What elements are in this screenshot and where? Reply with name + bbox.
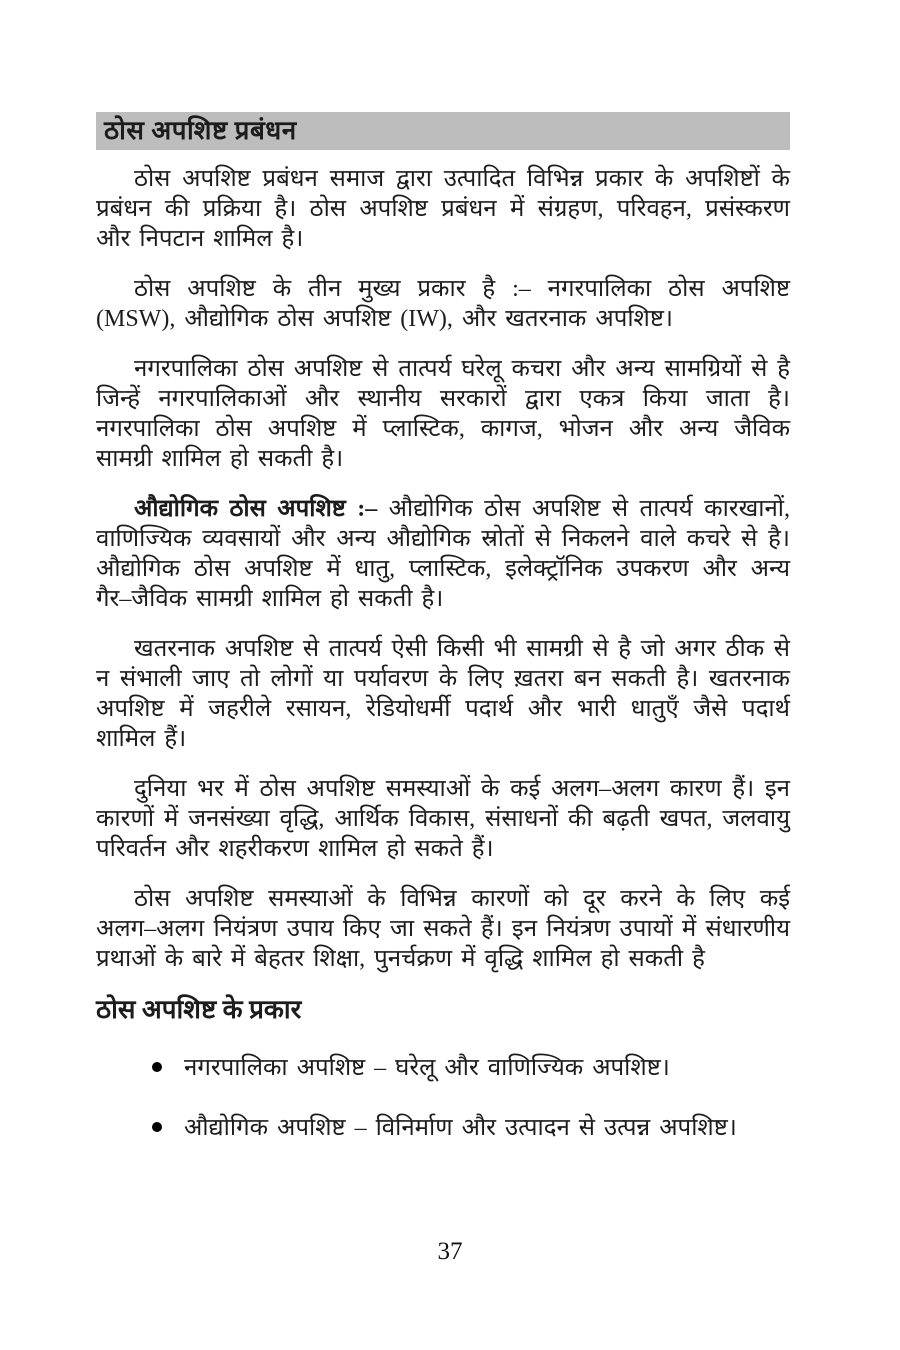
subheading-waste-types: ठोस अपशिष्ट के प्रकार xyxy=(96,995,302,1024)
paragraph-industrial xyxy=(96,494,790,614)
paragraph-control: ठोस अपशिष्ट समस्याओं के विभिन्न कारणों को दूर करने के लिए कई अलग–अलग नियंत्रण उपाय किए जा सकते हैं। इन नियंत्रण उपायों में संधारणीय प्रथाओं के बारे में बेहतर शिक्षा, पुनर्चक्रण में वृद्धि शामिल हो सकती है xyxy=(96,886,790,972)
bullet-list xyxy=(96,1052,790,1144)
paragraph-intro: ठोस अपशिष्ट प्रबंधन समाज द्वारा उत्पादित विभिन्न प्रकार के अपशिष्टों के प्रबंधन की प्रक्रिया है। ठोस अपशिष्ट प्रबंधन में संग्रहण, परिवहन, प्रसंस्करण और निपटान शामिल है। xyxy=(96,166,790,252)
list-item-text: औद्योगिक अपशिष्ट – विनिर्माण और उत्पादन से उत्पन्न अपशिष्ट। xyxy=(184,1115,737,1141)
list-item xyxy=(152,1052,790,1084)
bullet-dot-icon xyxy=(152,1062,162,1072)
list-item-text: नगरपालिका अपशिष्ट – घरेलू और वाणिज्यिक अपशिष्ट। xyxy=(184,1055,670,1081)
paragraph-types: ठोस अपशिष्ट के तीन मुख्य प्रकार है :– नगरपालिका ठोस अपशिष्ट (MSW), औद्योगिक ठोस अपशिष्ट (IW), और खतरनाक अपशिष्ट। xyxy=(96,276,790,332)
list-item xyxy=(152,1112,790,1144)
paragraph-hazardous: खतरनाक अपशिष्ट से तात्पर्य ऐसी किसी भी सामग्री से है जो अगर ठीक से न संभाली जाए तो लोगों या पर्यावरण के लिए ख़तरा बन सकती है। खतरनाक अपशिष्ट में जहरीले रसायन, रेडियोधर्मी पदार्थ और भारी धातुएँ जैसे पदार्थ शामिल हैं। xyxy=(96,636,790,752)
bullet-dot-icon xyxy=(152,1122,162,1132)
paragraph-municipal: नगरपालिका ठोस अपशिष्ट से तात्पर्य घरेलू कचरा और अन्य सामग्रियों से है जिन्हें नगरपालिकाओं और स्थानीय सरकारों द्वारा एकत्र किया जाता है। नगरपालिका ठोस अपशिष्ट में प्लास्टिक, कागज, भोजन और अन्य जैविक सामग्री शामिल हो सकती है। xyxy=(96,356,790,472)
section-heading-bar xyxy=(96,112,790,150)
paragraph-causes: दुनिया भर में ठोस अपशिष्ट समस्याओं के कई अलग–अलग कारण हैं। इन कारणों में जनसंख्या वृद्धि, आर्थिक विकास, संसाधनों की बढ़ती खपत, जलवायु परिवर्तन और शहरीकरण शामिल हो सकते हैं। xyxy=(96,776,790,862)
paragraph-bold-lead: औद्योगिक ठोस अपशिष्ट :– xyxy=(134,496,378,522)
section-heading-text: ठोस अपशिष्ट प्रबंधन xyxy=(104,116,297,145)
page-number: 37 xyxy=(437,1238,463,1265)
paragraph-industrial-text: औद्योगिक ठोस अपशिष्ट से तात्पर्य कारखानों, वाणिज्यिक व्यवसायों और अन्य औद्योगिक स्रोतों से निकलने वाले कचरे से है। औद्योगिक ठोस अपशिष्ट में धातु, प्लास्टिक, इलेक्ट्रॉनिक उपकरण और अन्य गैर–जैविक सामग्री शामिल हो सकती है। xyxy=(96,496,790,612)
